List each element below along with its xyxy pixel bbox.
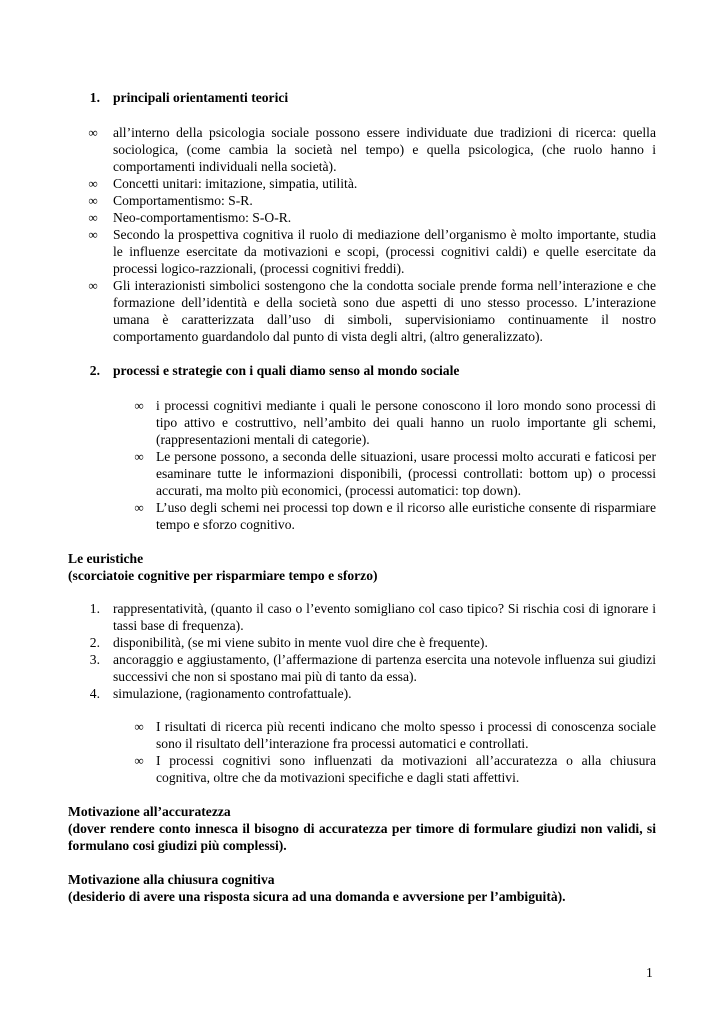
list-item: L’uso degli schemi nei processi top down e il ricorso alle euristiche consente di risparmiare tempo e sforzo cognitivo. — [156, 500, 656, 532]
section-2-title: processi e strategie con i quali diamo senso al mondo sociale — [113, 363, 460, 378]
motivazione-accuratezza-title: Motivazione all’accuratezza — [68, 804, 231, 819]
motivazione-accuratezza-text: (dover rendere conto innesca il bisogno di accuratezza per timore di formulare giudizi non validi, si formulano cosi giudizi più complessi). — [68, 821, 656, 853]
bullet-icon: ∞ — [88, 125, 98, 140]
list-item: Concetti unitari: imitazione, simpatia, utilità. — [113, 176, 358, 191]
euristiche-subtitle: (scorciatoie cognitive per risparmiare tempo e sforzo) — [68, 568, 378, 583]
bullet-icon: ∞ — [134, 449, 144, 464]
section-1-title: principali orientamenti teorici — [113, 90, 289, 105]
list-item: Secondo la prospettiva cognitiva il ruolo di mediazione dell’organismo è molto importante, studia le influenze esercitate da motivazioni e scopi, (processi cognitivi caldi) e quelle esercitate da processi logico-razzionali, (processi cognitivi freddi). — [113, 227, 656, 276]
list-item: Comportamentismo: S-R. — [113, 193, 253, 208]
bullet-icon: ∞ — [88, 176, 98, 191]
section-1-number: 1. — [89, 90, 100, 105]
list-item: rappresentatività, (quanto il caso o l’evento somigliano col caso tipico? Si rischia cosi di ignorare i tassi base di frequenza). — [113, 601, 656, 633]
list-item: I processi cognitivi sono influenzati da motivazioni all’accuratezza o alla chiusura cognitiva, oltre che da motivazioni specifiche e dagli stati affettivi. — [156, 753, 656, 785]
bullet-icon: ∞ — [88, 193, 98, 208]
list-item: disponibilità, (se mi viene subito in mente vuol dire che è frequente). — [113, 635, 488, 650]
list-number: 2. — [89, 635, 100, 650]
list-number: 4. — [89, 686, 100, 701]
list-item: Gli interazionisti simbolici sostengono che la condotta sociale prende forma nell’interazione e che formazione dell’identità e della società sono due aspetti di uno stesso processo. L’interazione umana è caratterizzata dall’uso di simboli, supervisioniamo continuamente il nostro comportamento guardandolo dal punto di vista degli altri, (altro generalizzato). — [113, 278, 656, 344]
list-item: simulazione, (ragionamento controfattuale). — [113, 686, 352, 701]
bullet-icon: ∞ — [134, 753, 144, 768]
list-item: ancoraggio e aggiustamento, (l’affermazione di partenza esercita una notevole influenza sui giudizi successivi che non si spostano mai più di tanto da essa). — [113, 652, 656, 684]
bullet-icon: ∞ — [134, 500, 144, 515]
list-item: Le persone possono, a seconda delle situazioni, usare processi molto accurati e faticosi per esaminare tutte le informazioni disponibili, (processi controllati: bottom up) o processi accurati, ma molto più economici, (processi automatici: top down). — [156, 449, 656, 498]
page-number: 1 — [646, 965, 653, 980]
list-number: 3. — [89, 652, 100, 667]
list-item: all’interno della psicologia sociale possono essere individuate due tradizioni di ricerca: quella sociologica, (come cambia la società nel tempo) e quella psicologica, (che ruolo hanno i comportamenti individuali nella società). — [113, 125, 656, 174]
bullet-icon: ∞ — [88, 210, 98, 225]
bullet-icon: ∞ — [134, 398, 144, 413]
list-item: i processi cognitivi mediante i quali le persone conoscono il loro mondo sono processi di tipo attivo e costruttivo, nell’ambito dei quali hanno un ruolo importante gli schemi, (rappresentazioni mentali di categorie). — [156, 398, 656, 447]
section-2-number: 2. — [89, 363, 100, 378]
list-item: I risultati di ricerca più recenti indicano che molto spesso i processi di conoscenza sociale sono il risultato dell’interazione fra processi automatici e controllati. — [156, 719, 656, 751]
list-item: Neo-comportamentismo: S-O-R. — [113, 210, 292, 225]
euristiche-title: Le euristiche — [68, 551, 144, 566]
bullet-icon: ∞ — [88, 278, 98, 293]
motivazione-chiusura-title: Motivazione alla chiusura cognitiva — [68, 872, 275, 887]
bullet-icon: ∞ — [134, 719, 144, 734]
bullet-icon: ∞ — [88, 227, 98, 242]
motivazione-chiusura-text: (desiderio di avere una risposta sicura ad una domanda e avversione per l’ambiguità). — [68, 889, 566, 904]
list-number: 1. — [89, 601, 100, 616]
